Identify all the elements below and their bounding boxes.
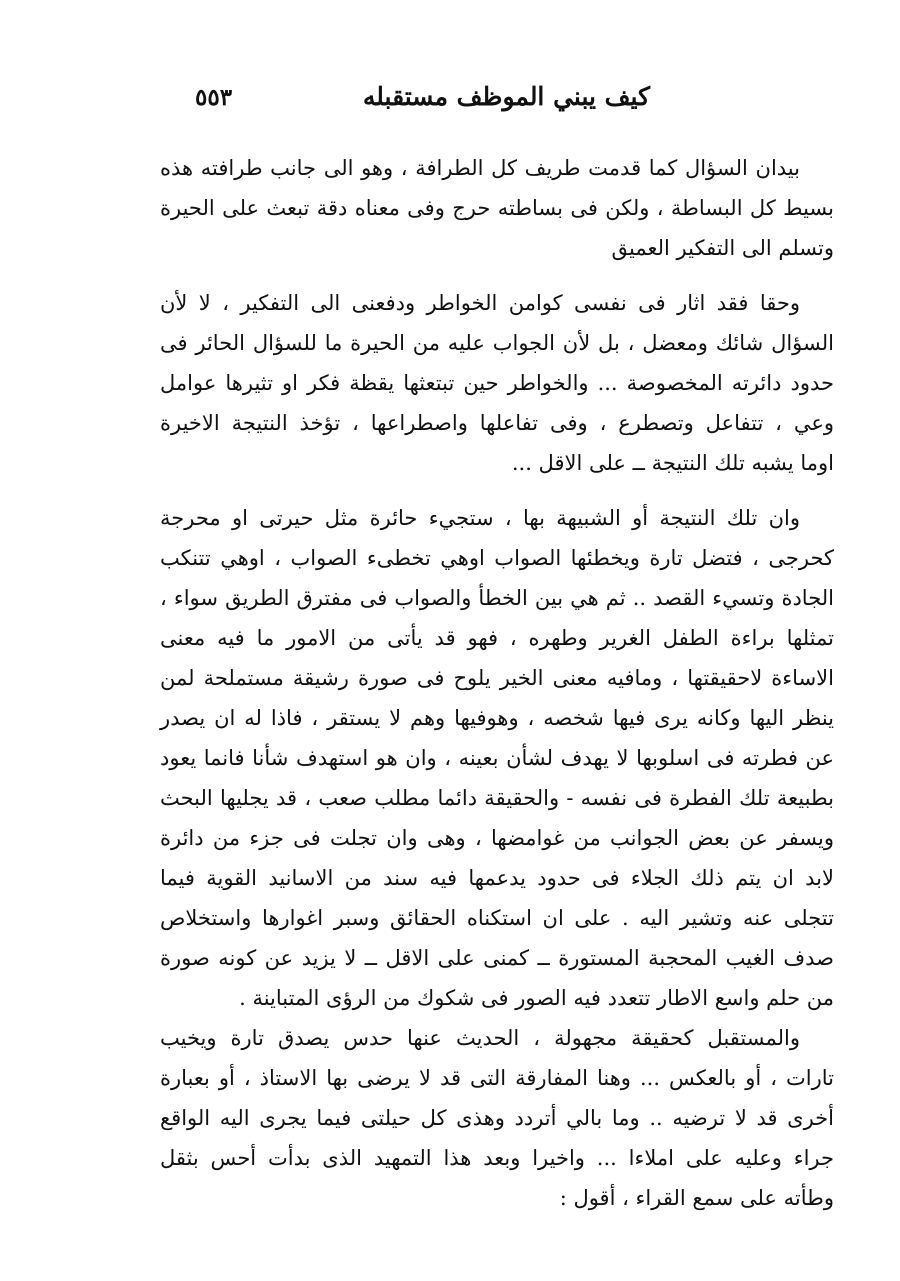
text-line: جراء وعليه على املاءا ... واخيرا وبعد هذا التمهيد الذى بدأت أحس بثقل <box>160 1146 834 1170</box>
paragraph <box>160 498 834 1018</box>
body-text <box>160 148 834 1218</box>
text-line: أخرى قد لا ترضيه .. وما بالي أتردد وهذى كل حيلتى فيما يجرى اليه الواقع <box>160 1106 834 1130</box>
page-number: ٥٥٣ <box>195 84 233 111</box>
paragraph <box>160 148 834 268</box>
text-line: وحقا فقد اثار فى نفسى كوامن الخواطر ودفعنى الى التفكير ، لا لأن <box>160 291 800 315</box>
text-line: تمثلها براءة الطفل الغرير وطهره ، فهو قد يأتى من الامور ما فيه معنى <box>160 626 834 650</box>
text-line: من حلم واسع الاطار تتعدد فيه الصور فى شكوك من الرؤى المتباينة . <box>239 986 834 1010</box>
text-line: تتجلى عنه وتشير اليه . على ان استكناه الحقائق وسبر اغوارها واستخلاص <box>160 906 834 930</box>
paragraph-gap <box>160 268 834 283</box>
page-header <box>195 78 650 122</box>
text-line: وطأته على سمع القراء ، أقول : <box>559 1186 834 1210</box>
text-line: السؤال شائك ومعضل ، بل لأن الجواب عليه من الحيرة ما للسؤال الحائر فى <box>160 331 834 355</box>
text-line: تارات ، أو بالعكس ... وهنا المفارقة التى قد لا يرضى بها الاستاذ ، أو بعبارة <box>160 1066 834 1090</box>
text-line: حدود دائرته المخصوصة ... والخواطر حين تبتعثها يقظة فكر او تثيرها عوامل <box>160 371 834 395</box>
text-line: اوما يشبه تلك النتيجة ــ على الاقل ... <box>511 451 834 475</box>
text-line: الجادة وتسيء القصد .. ثم هي بين الخطأ والصواب فى مفترق الطريق سواء ، <box>160 586 834 610</box>
text-line: وان تلك النتيجة أو الشبيهة بها ، ستجيء حائرة مثل حيرتى او محرجة <box>160 506 800 530</box>
paragraph <box>160 283 834 483</box>
text-line: وعي ، تتفاعل وتصطرع ، وفى تفاعلها واصطراعها ، تؤخذ النتيجة الاخيرة <box>160 411 834 435</box>
text-line: الاساءة لاحقيقتها ، ومافيه معنى الخير يلوح فى صورة رشيقة مستملحة لمن <box>160 666 834 690</box>
running-title: كيف يبني الموظف مستقبله <box>362 82 650 111</box>
text-line: كحرجى ، فتضل تارة ويخطئها الصواب اوهي تخطىء الصواب ، اوهي تتنكب <box>160 546 834 570</box>
text-line: صدف الغيب المحجبة المستورة ــ كمنى على الاقل ــ لا يزيد عن كونه صورة <box>160 946 834 970</box>
paragraph <box>160 1018 834 1218</box>
text-line: وتسلم الى التفكير العميق <box>611 236 834 260</box>
text-line: بسيط كل البساطة ، ولكن فى بساطته حرج وفى معناه دقة تبعث على الحيرة <box>160 196 834 220</box>
text-line: بطبيعة تلك الفطرة فى نفسه - والحقيقة دائما مطلب صعب ، قد يجليها البحث <box>160 786 834 810</box>
text-line: ينظر اليها وكانه يرى فيها شخصه ، وهوفيها وهم لا يستقر ، فاذا له ان يصدر <box>160 706 834 730</box>
text-line: لابد ان يتم ذلك الجلاء فى حدود يدعمها فيه سند من الاسانيد القوية فيما <box>160 866 834 890</box>
text-line: ويسفر عن بعض الجوانب من غوامضها ، وهى وان تجلت فى جزء من دائرة <box>160 826 834 850</box>
paragraph-gap <box>160 483 834 498</box>
text-line: بيدان السؤال كما قدمت طريف كل الطرافة ، وهو الى جانب طرافته هذه <box>160 156 800 180</box>
text-line: عن فطرته فى اسلوبها لا يهدف لشأن بعينه ، وان هو استهدف شأنا فانما يعود <box>160 746 834 770</box>
text-line: والمستقبل كحقيقة مجهولة ، الحديث عنها حدس يصدق تارة ويخيب <box>160 1026 800 1050</box>
